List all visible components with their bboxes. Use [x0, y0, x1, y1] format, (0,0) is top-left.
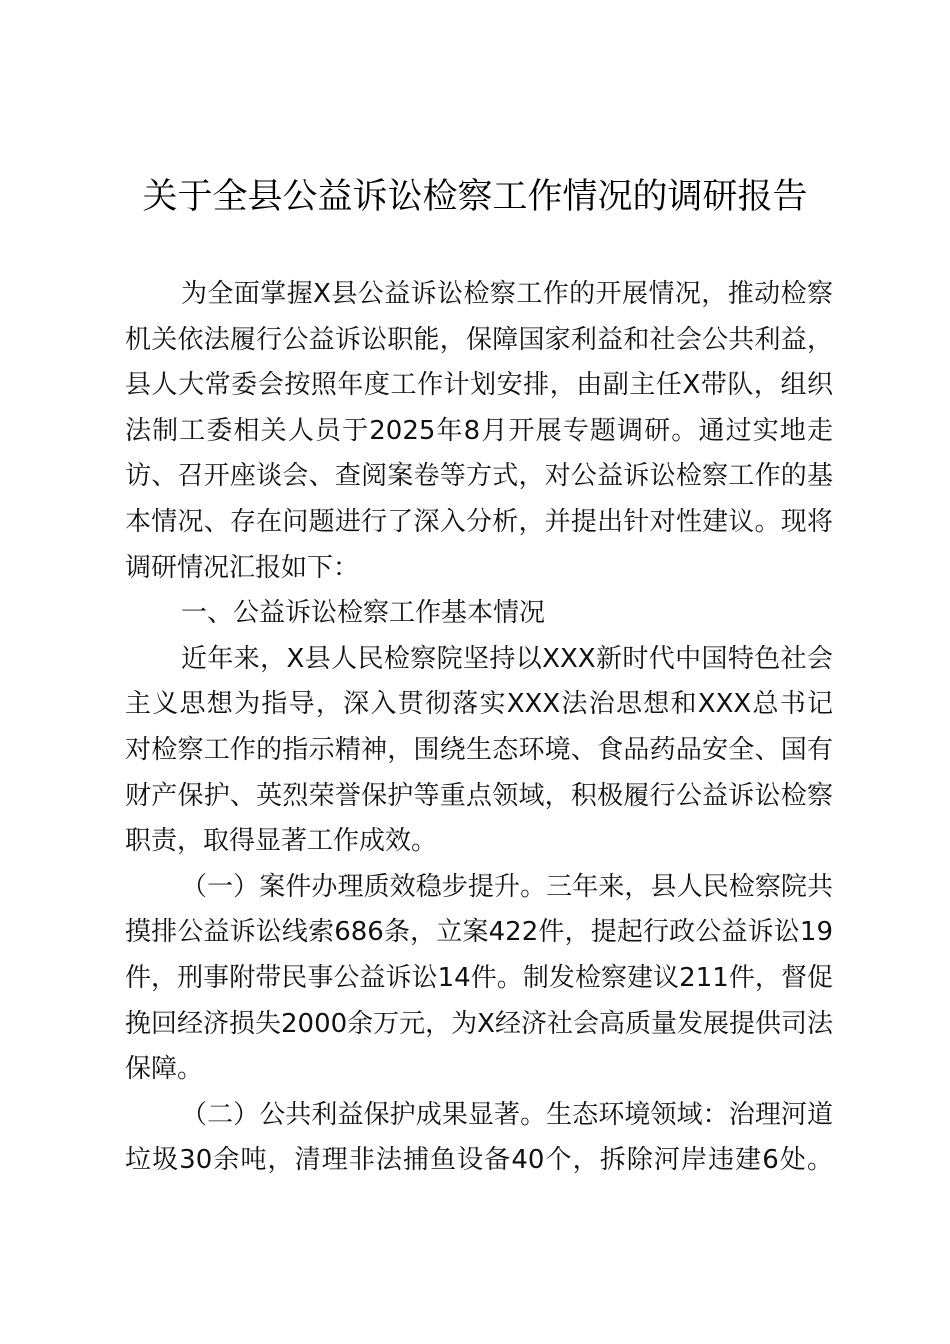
paragraph-line: 法制工委相关人员于2025年8月开展专题调研。通过实地走	[125, 415, 833, 446]
document-title: 关于全县公益诉讼检察工作情况的调研报告	[142, 177, 808, 217]
paragraph-line: 挽回经济损失2000余万元，为X经济社会高质量发展提供司法	[125, 1008, 833, 1039]
paragraph-line: 调研情况汇报如下：	[125, 552, 360, 583]
paragraph-line: 对检察工作的指示精神，围绕生态环境、食品药品安全、国有	[125, 734, 833, 765]
paragraph-line: 本情况、存在问题进行了深入分析，并提出针对性建议。现将	[125, 506, 833, 537]
paragraph-line: （一）案件办理质效稳步提升。三年来，县人民检察院共	[181, 871, 833, 902]
paragraph-line: 摸排公益诉讼线索686条，立案422件，提起行政公益诉讼19	[125, 917, 833, 948]
paragraph-line: 保障。	[125, 1054, 204, 1085]
paragraph-line: 为全面掌握X县公益诉讼检察工作的开展情况，推动检察	[181, 279, 833, 309]
document-body	[125, 272, 833, 1184]
paragraph-line: 县人大常委会按照年度工作计划安排，由副主任X带队，组织	[125, 370, 833, 401]
paragraph-line: 访、召开座谈会、查阅案卷等方式，对公益诉讼检察工作的基	[125, 461, 833, 492]
paragraph-line: 近年来，X县人民检察院坚持以XXX新时代中国特色社会	[181, 643, 833, 674]
paragraph-line: 垃圾30余吨，清理非法捕鱼设备40个，拆除河岸违建6处。	[125, 1145, 833, 1176]
paragraph-line: 主义思想为指导，深入贯彻落实XXX法治思想和XXX总书记	[125, 689, 833, 720]
paragraph-line: 件，刑事附带民事公益诉讼14件。制发检察建议211件，督促	[125, 962, 833, 993]
paragraph-line: 机关依法履行公益诉讼职能，保障国家利益和社会公共利益，	[125, 324, 833, 355]
paragraph-line: 职责，取得显著工作成效。	[125, 826, 438, 857]
section-heading: 一、公益诉讼检察工作基本情况	[181, 598, 546, 629]
paragraph-line: （二）公共利益保护成果显著。生态环境领域：治理河道	[181, 1099, 833, 1130]
paragraph-line: 财产保护、英烈荣誉保护等重点领域，积极履行公益诉讼检察	[125, 780, 833, 811]
